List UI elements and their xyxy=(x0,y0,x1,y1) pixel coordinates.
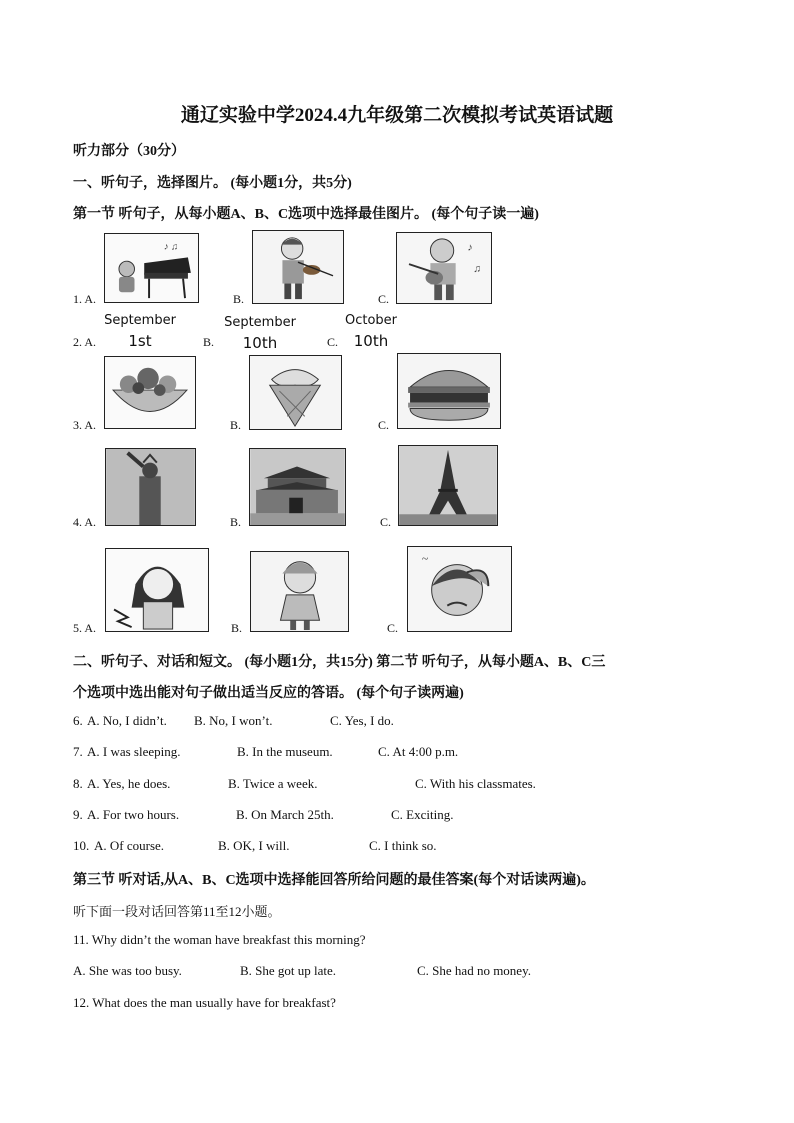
part2-heading-line2: 个选项中选出能对句子做出适当反应的答语。 (每个句子读两遍) xyxy=(73,686,464,701)
statue-of-liberty-icon xyxy=(106,449,195,525)
date-month: October xyxy=(344,313,398,328)
q1-label: 1. A. xyxy=(73,292,97,306)
q11-option-b[interactable]: B. She got up late. xyxy=(240,963,337,978)
q6-option-b[interactable]: B. No, I won’t. xyxy=(194,713,273,728)
q11-question: 11. Why didn’t the woman have breakfast this morning? xyxy=(73,932,366,947)
ice-cream-image[interactable] xyxy=(249,355,342,430)
q7-number: 7. xyxy=(73,744,83,759)
date-day: 10th xyxy=(242,334,278,352)
part1-heading: 一、听句子，选择图片。 (每小题1分，共5分) xyxy=(73,176,352,191)
svg-text:~: ~ xyxy=(421,552,429,566)
q11-option-c[interactable]: C. She had no money. xyxy=(417,963,531,978)
stomachache-image[interactable] xyxy=(105,548,209,632)
child-playing-piano-icon xyxy=(105,234,198,302)
svg-text:♫: ♫ xyxy=(473,262,482,275)
q2-option-c[interactable] xyxy=(336,310,406,352)
svg-text:♪: ♪ xyxy=(467,241,473,254)
girl-with-cold-icon xyxy=(251,552,348,631)
headache-image[interactable] xyxy=(407,546,512,632)
q5-b-label: B. xyxy=(231,621,243,635)
q10-option-b[interactable]: B. OK, I will. xyxy=(218,838,290,853)
q2-b-label: B. xyxy=(203,335,215,349)
svg-text:♪ ♫: ♪ ♫ xyxy=(163,241,179,253)
part3-heading: 第三节 听对话,从A、B、C选项中选择能回答所给问题的最佳答案(每个对话读两遍)。 xyxy=(73,873,595,888)
date-month: September xyxy=(104,313,176,328)
q6-option-c[interactable]: C. Yes, I do. xyxy=(330,713,394,728)
q10-option-a[interactable]: A. Of course. xyxy=(94,838,165,853)
q9-option-c[interactable]: C. Exciting. xyxy=(391,807,454,822)
ice-cream-cone-icon xyxy=(250,356,341,429)
q8-number: 8. xyxy=(73,776,83,791)
exam-title: 通辽实验中学2024.4九年级第二次模拟考试英语试题 xyxy=(180,105,614,126)
boy-playing-violin-icon xyxy=(253,231,343,303)
q5-label: 5. A. xyxy=(73,621,97,635)
hamburger-image[interactable] xyxy=(397,353,501,429)
q7-option-c[interactable]: C. At 4:00 p.m. xyxy=(378,744,459,759)
q2-label: 2. A. xyxy=(73,335,97,349)
girl-with-stomachache-icon xyxy=(106,549,208,631)
listening-header: 听力部分（30分） xyxy=(73,144,185,159)
q1-b-label: B. xyxy=(233,292,245,306)
fruit-salad-icon xyxy=(105,357,195,428)
q5-c-label: C. xyxy=(387,621,399,635)
part2-heading: 二、听句子、对话和短文。 (每小题1分，共15分) 第二节 听句子，从每小题A、B、C三 xyxy=(73,655,606,670)
q10-option-c[interactable]: C. I think so. xyxy=(369,838,437,853)
q4-b-label: B. xyxy=(230,515,242,529)
q8-option-c[interactable]: C. With his classmates. xyxy=(415,776,536,791)
cold-image[interactable] xyxy=(250,551,349,632)
tiananmen-icon xyxy=(250,449,345,525)
guitar-image[interactable] xyxy=(396,232,492,304)
q12-question: 12. What does the man usually have for breakfast? xyxy=(73,995,336,1010)
violin-image[interactable] xyxy=(252,230,344,304)
q9-option-b[interactable]: B. On March 25th. xyxy=(236,807,334,822)
q8-option-a[interactable]: A. Yes, he does. xyxy=(87,776,171,791)
q9-option-a[interactable]: A. For two hours. xyxy=(87,807,180,822)
statue-of-liberty-image[interactable] xyxy=(105,448,196,526)
q6-number: 6. xyxy=(73,713,83,728)
eiffel-tower-icon xyxy=(399,446,497,525)
q11-option-a[interactable]: A. She was too busy. xyxy=(73,963,182,978)
piano-image[interactable] xyxy=(104,233,199,303)
date-month: September xyxy=(224,315,296,330)
date-day: 1st xyxy=(128,332,152,350)
q7-option-a[interactable]: A. I was sleeping. xyxy=(87,744,181,759)
hamburger-icon xyxy=(398,354,500,428)
q10-number: 10. xyxy=(73,838,90,853)
part1-section-heading: 第一节 听句子，从每小题A、B、C选项中选择最佳图片。 (每个句子读一遍) xyxy=(73,207,539,222)
date-day: 10th xyxy=(353,332,389,350)
q1-c-label: C. xyxy=(378,292,390,306)
q2-c-label: C. xyxy=(327,335,339,349)
part3-instruction: 听下面一段对话回答第11至12小题。 xyxy=(73,904,281,919)
boy-with-headache-icon xyxy=(408,547,511,631)
q3-b-label: B. xyxy=(230,418,242,432)
q3-c-label: C. xyxy=(378,418,390,432)
boy-playing-guitar-icon xyxy=(397,233,491,303)
q9-number: 9. xyxy=(73,807,83,822)
q4-label: 4. A. xyxy=(73,515,97,529)
q6-option-a[interactable]: A. No, I didn’t. xyxy=(87,713,167,728)
q4-c-label: C. xyxy=(380,515,392,529)
q7-option-b[interactable]: B. In the museum. xyxy=(237,744,333,759)
q8-option-b[interactable]: B. Twice a week. xyxy=(228,776,318,791)
tiananmen-image[interactable] xyxy=(249,448,346,526)
q2-option-a[interactable] xyxy=(98,310,182,352)
q3-label: 3. A. xyxy=(73,418,97,432)
q2-option-b[interactable] xyxy=(218,312,302,354)
eiffel-tower-image[interactable] xyxy=(398,445,498,526)
fruit-salad-image[interactable] xyxy=(104,356,196,429)
